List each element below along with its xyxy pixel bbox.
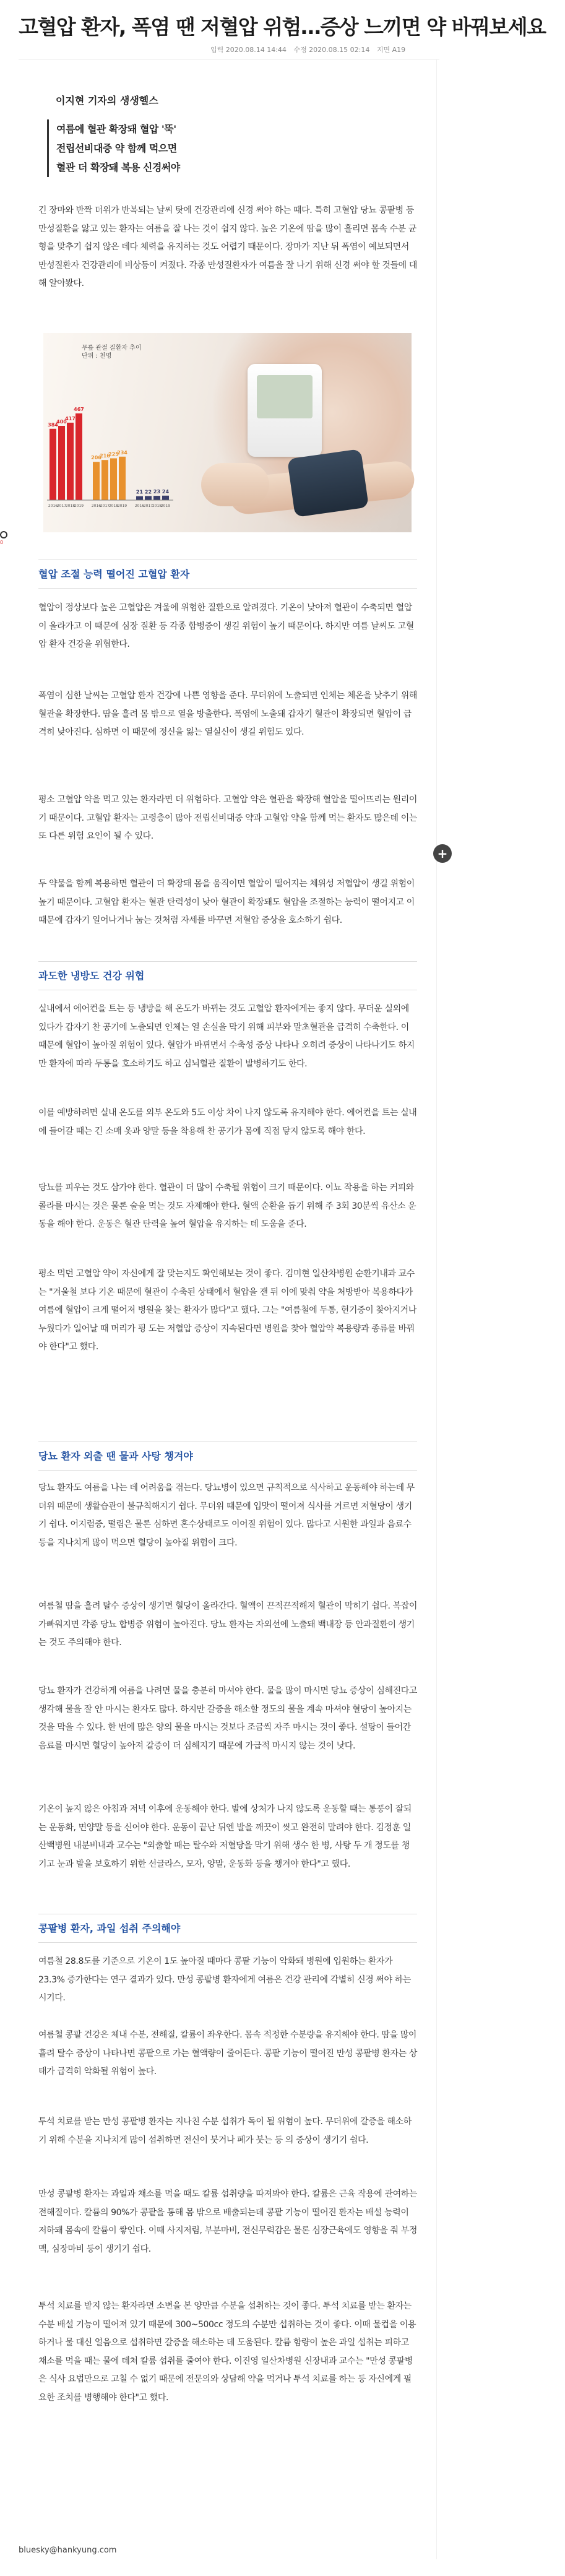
- section-paragraph: 기온이 높지 않은 아침과 저녁 이후에 운동해야 한다. 발에 상처가 나지 않도록 운동할 때는 통풍이 잘되는 운동화, 면양말 등을 신어야 한다. 운동이 끝난 뒤엔 발을 깨끗이 씻고 완전히 말려야 한다. 김정훈 일산백병원 내분비내과 교수는 "외출할 때는 탈수와 저혈당을 막기 위해 생수 한 병, 사탕 두 개 정도를 챙기고 눈과 발을 보호하기 위한 선글라스, 모자, 양말, 운동화 등을 챙겨야 한다"고 했다.: [38, 1804, 412, 1869]
- chart-bar: [58, 426, 65, 500]
- section-paragraph: 당뇨를 피우는 것도 삼가야 한다. 혈관이 더 많이 수축될 위험이 크기 때문이다. 이뇨 작용을 하는 커피와 콜라를 마시는 것은 물론 술을 먹는 것도 자제해야 한다. 혈액 순환을 돕기 위해 주 3회 30분씩 유산소 운동을 해야 한다. 운동은 혈관 탄력을 높여 혈압을 유지하는 데 도움을 준다.: [38, 1183, 416, 1229]
- reporter-byline: 이지현 기자의 생생헬스: [56, 95, 158, 106]
- section-paragraph: 만성 콩팥병 환자는 과일과 채소를 먹을 때도 칼륨 섭취량을 따져봐야 한다. 칼륨은 근육 작용에 관여하는 전해질이다. 칼륨의 90%가 콩팥을 통해 몸 밖으로 배출되는데 콩팥 기능이 떨어진 환자는 배설 능력이 저하돼 몸속에 칼륨이 쌓인다. 이때 사지저림, 부분마비, 전신무력감은 물론 심장근육에도 영향을 줘 부정맥, 심장마비 등이 생기기 쉽다.: [38, 2189, 417, 2254]
- section-paragraph: 폭염이 심한 날씨는 고혈압 환자 건강에 나쁜 영향을 준다. 무더위에 노출되면 인체는 체온을 낮추기 위해 혈관을 확장한다. 땀을 흘려 몸 밖으로 열을 방출한다. 폭염에 노출돼 갑자기 혈관이 확장되면 혈압이 급격히 낮아진다. 심하면 이 때문에 정신을 잃는 열실신이 생길 위험도 있다.: [38, 691, 417, 737]
- article-meta: [210, 45, 410, 54]
- chart-value-label: 400: [56, 419, 67, 425]
- chart-value-label: 384: [48, 421, 58, 428]
- summary-block: [47, 119, 180, 177]
- chart-category-label: 2016: [91, 504, 101, 508]
- chart-category-label: 2019: [160, 504, 171, 508]
- section-paragraph: 투석 치료를 받지 않는 환자라면 소변을 본 양만큼 수분을 섭취하는 것이 좋다. 투석 치료를 받는 환자는 수분 배설 기능이 떨어져 있기 때문에 300~500cc 정도의 수분만 섭취하는 것이 좋다. 이때 물컵을 이용하거나 물 대신 얼음으로 섭취하면 갈증을 해소하는 데 도움된다. 칼륨 함량이 높은 과일 섭취는 피하고 채소를 먹을 때는 물에 데쳐 칼륨 섭취를 줄여야 한다. 이진영 일산차병원 신장내과 교수는 "만성 콩팥병은 식사 요법만으로 고칠 수 없기 때문에 전문의와 상담해 약을 먹거나 투석 치료를 하는 등 자신에게 필요한 조치를 병행해야 한다"고 했다.: [38, 2301, 416, 2403]
- side-label: 0: [0, 540, 4, 545]
- pressure-cuff: [287, 449, 369, 517]
- chart-bar: [67, 423, 74, 500]
- side-widget[interactable]: [0, 531, 9, 556]
- chart-category-label: 2018: [65, 504, 75, 508]
- section-title: 혈압 조절 능력 떨어진 고혈압 환자: [38, 560, 417, 589]
- circle-icon: [0, 531, 7, 538]
- column-rule: [436, 59, 437, 2559]
- chart-category-label: 2019: [74, 504, 84, 508]
- chart-canvas: [43, 358, 207, 532]
- chart-value-label: 24: [162, 488, 170, 495]
- chart-value-label: 23: [153, 489, 161, 495]
- section-paragraph: 이를 예방하려면 실내 온도를 외부 온도와 5도 이상 차이 나지 않도록 유지해야 한다. 에어컨을 트는 실내에 들어갈 때는 긴 소매 옷과 양말 등을 착용해 찬 공기가 몸에 직접 닿지 않도록 해야 한다.: [38, 1108, 417, 1136]
- chart-value-label: 21: [136, 489, 144, 495]
- section-title: 과도한 냉방도 건강 위협: [38, 961, 417, 990]
- chart-value-label: 467: [74, 406, 84, 412]
- summary-line: 여름에 혈관 확장돼 혈압 '뚝': [56, 123, 176, 135]
- section-paragraph: 평소 고혈압 약을 먹고 있는 환자라면 더 위험하다. 고혈압 약은 혈관을 확장해 혈압을 떨어뜨리는 원리이기 때문이다. 고혈압 환자는 고령층이 많아 전립선비대증 약과 고혈압 약을 함께 먹는 환자도 많은데 이는 또 다른 위험 요인이 될 수 있다.: [38, 795, 417, 841]
- chart-category-label: 2017: [56, 504, 67, 508]
- summary-line: 전립선비대증 약 함께 먹으면: [56, 142, 177, 154]
- section-title: 콩팥병 환자, 과일 섭취 주의해야: [38, 1914, 417, 1943]
- chart-category-label: 2017: [143, 504, 153, 508]
- chart-category-label: 2019: [117, 504, 127, 508]
- section-paragraph: 두 약물을 함께 복용하면 혈관이 더 확장돼 몸을 움직이면 혈압이 떨어지는 체위성 저혈압이 생길 위험이 높기 때문이다. 고혈압 환자는 혈관 탄력성이 낮아 혈관이 확장돼도 혈압을 조절하는 능력이 떨어지고 이 때문에 갑자기 일어나거나 눕는 것처럼 자세를 바꾸면 저혈압 증상을 호소하기 쉽다.: [38, 879, 415, 925]
- chart-category-label: 2018: [152, 504, 162, 508]
- chart-value-label: 206: [91, 455, 101, 461]
- chart-bar: [119, 457, 126, 500]
- section-paragraph: 여름철 땀을 흘려 탈수 증상이 생기면 혈당이 올라간다. 혈액이 끈적끈적해져 혈관이 막히기 쉽다. 복잡이 가빠워지면 각종 당뇨 합병증 위험이 높아진다. 당뇨 환자는 자외선에 노출돼 백내장 등 안과질환이 생기는 것도 주의해야 한다.: [38, 1601, 417, 1648]
- page-number: 지면 A19: [376, 46, 406, 54]
- chart-bar: [101, 460, 108, 500]
- monitor-screen: [257, 375, 313, 418]
- bar-chart: [43, 358, 207, 532]
- chart-value-label: 216: [100, 453, 110, 459]
- article-headline: 고혈압 환자, 폭염 땐 저혈압 위험…증상 느끼면 약 바꿔보세요: [19, 15, 546, 39]
- plus-icon[interactable]: +: [433, 844, 452, 863]
- photo-hand: [201, 463, 269, 506]
- section-title: 당뇨 환자 외출 땐 물과 사탕 챙겨야: [38, 1441, 417, 1471]
- chart-value-label: 417: [65, 415, 75, 421]
- chart-unit: 단위 : 천명: [82, 353, 112, 360]
- section-paragraph: 여름철 28.8도를 기준으로 기온이 1도 높아질 때마다 콩팥 기능이 악화돼 병원에 입원하는 환자가 23.3% 증가한다는 연구 결과가 있다. 만성 콩팥병 환자에게 여름은 건강 관리에 각별히 신경 써야 하는 시기다.: [38, 1956, 411, 2003]
- chart-bar: [93, 462, 100, 500]
- section-paragraph: 투석 치료를 받는 만성 콩팥병 환자는 지나친 수분 섭취가 독이 될 위험이 높다. 무더위에 갈증을 해소하기 위해 수분을 지나치게 많이 섭취하면 전신이 붓거나 폐가 붓는 등 의 증상이 생기기 쉽다.: [38, 2117, 412, 2145]
- chart-category-label: 2018: [108, 504, 119, 508]
- chart-bar: [75, 413, 82, 500]
- chart-bar: [110, 459, 117, 501]
- section-paragraph: 실내에서 에어컨을 트는 등 냉방을 해 온도가 바뀌는 것도 고혈압 환자에게는 좋지 않다. 무더운 실외에 있다가 갑자기 찬 공기에 노출되면 인체는 열 손실을 막기 위해 피부와 말초혈관을 급격히 수축한다. 이 때문에 혈압이 높아질 위험이 있다. 혈압가 바뀌면서 수축성 증상 나타나 오히려 증상이 나타나기도 하지만 환자에 따라 두통을 호소하기도 하고 심뇌혈관 질환이 발병하기도 한다.: [38, 1004, 415, 1069]
- chart-category-label: 2016: [48, 504, 58, 508]
- section-paragraph: 평소 먹던 고혈압 약이 자신에게 잘 맞는지도 확인해보는 것이 좋다. 김미현 일산차병원 순환기내과 교수는 "겨울철 보다 기온 때문에 혈관이 수축된 상태에서 혈압을 잰 뒤 이에 맞춰 약을 처방받아 복용하다가 여름에 혈압이 크게 떨어져 병원을 찾는 환자가 많다"고 했다. 그는 "여름철에 두통, 현기증이 찾아지거나 누웠다가 일어날 때 머리가 핑 도는 저혈압 증상이 지속된다면 병원을 찾아 혈압약 복용량과 종류를 바꿔야 한다"고 했다.: [38, 1269, 416, 1352]
- chart-bar: [162, 496, 169, 500]
- chart-value-label: 225: [108, 451, 119, 457]
- chart-bar: [136, 496, 143, 500]
- chart-title-area: [82, 344, 141, 360]
- updated-date: 수정 2020.08.15 02:14: [293, 46, 370, 54]
- intro-paragraph: 긴 장마와 반짝 더위가 반복되는 날씨 탓에 건강관리에 신경 써야 하는 때다. 특히 고혈압 당뇨 콩팥병 등 만성질환을 앓고 있는 환자는 여름을 잘 나는 것이 쉽지 않다. 높은 기온에 땀을 많이 흘리면 몸속 수분 균형을 맞추기 쉽지 않은 데다 체력을 유지하는 것도 어렵기 때문이다. 장마가 지난 뒤 폭염이 예보되면서 만성질환자 건강관리에 비상등이 켜졌다. 각종 만성질환자가 여름을 잘 나기 위해 신경 써야 할 것들에 대해 알아봤다.: [38, 205, 417, 288]
- chart-category-label: 2016: [134, 504, 145, 508]
- chart-bar: [153, 496, 160, 500]
- chart-bar: [145, 496, 152, 500]
- published-date: 입력 2020.08.14 14:44: [210, 46, 287, 54]
- chart-title: 무릎 관절 질환자 추이: [82, 345, 142, 352]
- section-paragraph: 여름철 콩팥 건강은 체내 수분, 전해질, 칼륨이 좌우한다. 몸속 적정한 수분량을 유지해야 한다. 땀을 많이 흘려 탈수 증상이 나타나면 콩팥으로 가는 혈액량이 줄어든다. 콩팥 기능이 떨어진 만성 콩팥병 환자는 상태가 급격히 악화될 위험이 높다.: [38, 2030, 417, 2077]
- chart-bar: [50, 429, 56, 500]
- section-paragraph: 당뇨 환자도 여름을 나는 데 어려움을 겪는다. 당뇨병이 있으면 규칙적으로 식사하고 운동해야 하는데 무더위 때문에 생활습관이 불규칙해지기 쉽다. 무더위 때문에 입맛이 떨어져 식사를 거르면 저혈당이 생기기 쉽다. 어지럼증, 떨림은 물론 심하면 혼수상태로도 이어질 위험이 있다. 많다고 시원한 과일과 음료수 등을 지나치게 많이 먹으면 혈당이 높아질 위험이 크다.: [38, 1483, 415, 1548]
- reporter-email: bluesky@hankyung.com: [19, 2546, 117, 2555]
- summary-line: 혈관 더 확장돼 복용 신경써야: [56, 162, 180, 173]
- chart-value-label: 234: [117, 449, 127, 456]
- chart-value-label: 22: [144, 489, 152, 495]
- section-paragraph: 당뇨 환자가 건강하게 여름을 나려면 물을 충분히 마셔야 한다. 물을 많이 마시면 당뇨 증상이 심해진다고 생각해 물을 잘 안 마시는 환자도 많다. 하지만 갈증을 해소할 정도의 물을 계속 마셔야 혈당이 높아지는 것을 막을 수 있다. 한 번에 많은 양의 물을 마시는 것보다 조금씩 자주 마시는 것이 좋다. 설탕이 들어간 음료를 마시면 혈당이 높아져 갈증이 더 심해지기 때문에 가급적 마시지 않는 것이 낫다.: [38, 1686, 417, 1751]
- section-paragraph: 혈압이 정상보다 높은 고혈압은 겨울에 위험한 질환으로 알려졌다. 기온이 낮아져 혈관이 수축되면 혈압이 올라가고 이 때문에 심장 질환 등 각종 합병증이 생길 위험이 높기 때문이다. 하지만 여름 날씨도 고혈압 환자 건강을 위협한다.: [38, 603, 414, 649]
- chart-category-label: 2017: [100, 504, 110, 508]
